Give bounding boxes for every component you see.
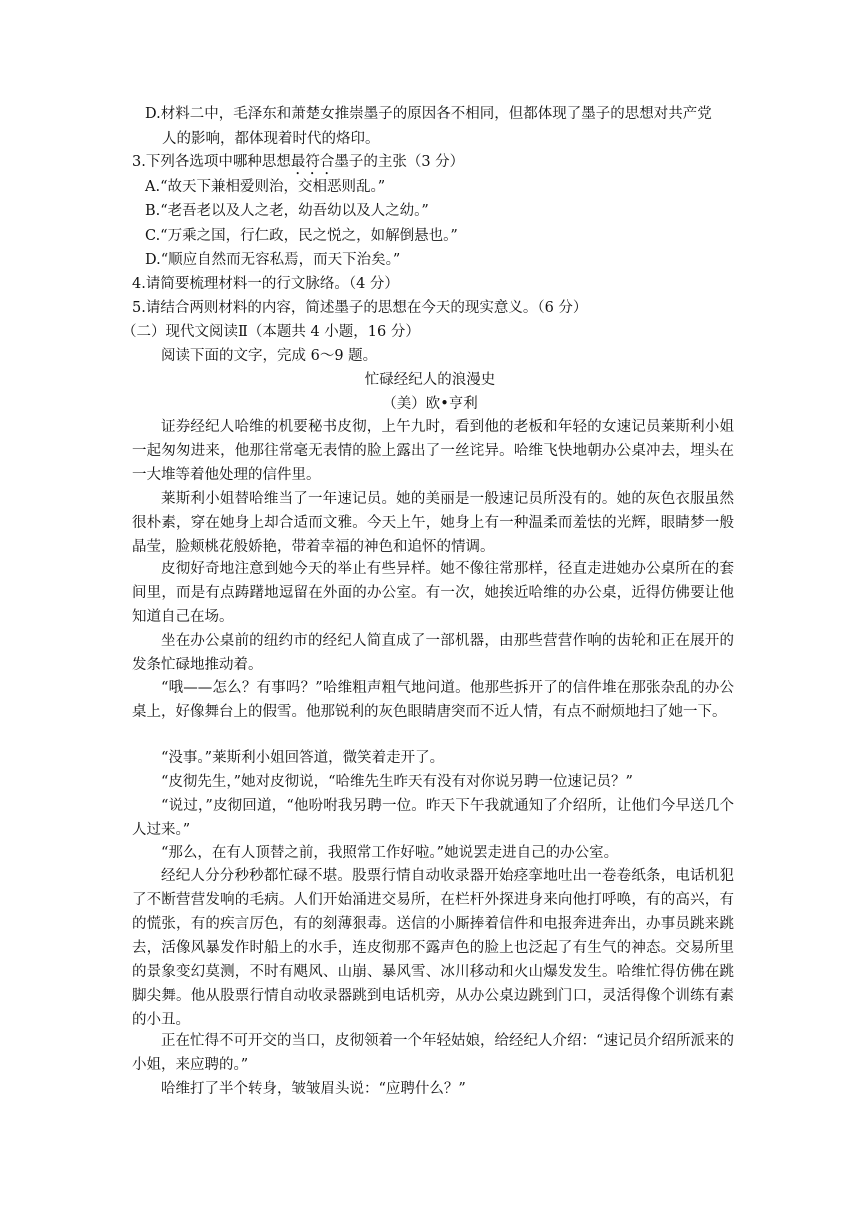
section-heading: （二）现代文阅读Ⅱ（本题共 4 小题，16 分） [122, 324, 420, 340]
story-paragraph-4: 坐在办公桌前的纽约市的经纪人简直成了一部机器，由那些营营作响的齿轮和正在展开的发条忙碌地推动着。 [132, 633, 734, 673]
question-3-option-c: C.“万乘之国，行仁政，民之悦之，如解倒悬也。” [145, 228, 458, 244]
story-paragraph-12: 哈维打了半个转身，皱皱眉头说：“应聘什么？” [161, 1081, 466, 1097]
question-3-option-b: B.“老吾老以及人之老，幼吾幼以及人之幼。” [145, 203, 429, 219]
story-paragraph-5: “哦——怎么？有事吗？”哈维粗声粗气地问道。他那些拆开了的信件堆在那张杂乱的办公桌上，好像舞台上的假雪。他那锐利的灰色眼睛唐突而不近人情，有点不耐烦地扫了她一下。 [132, 680, 734, 720]
story-paragraph-7: “皮彻先生，”她对皮彻说，“哈维先生昨天有没有对你说另聘一位速记员？” [161, 774, 633, 790]
section-instruction: 阅读下面的文字，完成 6～9 题。 [161, 348, 378, 364]
story-paragraph-6: “没事。”莱斯利小姐回答道，微笑着走开了。 [161, 750, 445, 766]
question-3-prefix: 3.下列各选项中哪种思想 [132, 154, 291, 170]
story-paragraph-8: “说过，”皮彻回道，“他吩咐我另聘一位。昨天下午我就通知了介绍所，让他们今早送几个人过来。” [132, 798, 734, 838]
question-5: 5.请结合两则材料的内容，简述墨子的思想在今天的现实意义。（6 分） [132, 300, 588, 316]
story-paragraph-11: 正在忙得不可开交的当口，皮彻领着一个年轻姑娘，给经纪人介绍：“速记员介绍所派来的小姐，来应聘的。” [132, 1033, 734, 1073]
question-3-option-a: A.“故天下兼相爱则治，交相恶则乱。” [145, 179, 386, 195]
story-paragraph-10: 经纪人分分秒秒都忙碌不堪。股票行情自动收录器开始痉挛地吐出一卷卷纸条，电话机犯了不断营营发响的毛病。人们开始涌进交易所，在栏杆外探进身来向他打呼唤，有的高兴，有的慌张，有的疾言厉色，有的刻薄狠毒。送信的小厮捧着信件和电报奔进奔出，办事员跳来跳去，活像风暴发作时船上的水手，连皮彻那不露声色的脸上也泛起了有生气的神态。交易所里的景象变幻莫测，不时有飓风、山崩、暴风雪、冰川移动和火山爆发发生。哈维忙得仿佛在跳脚尖舞。他从股票行情自动收录器跳到电话机旁，从办公桌边跳到门口，灵活得像个训练有素的小丑。 [132, 868, 734, 1028]
story-paragraph-9: “那么，在有人顶替之前，我照常工作好啦。”她说罢走进自己的办公室。 [161, 845, 619, 861]
question-3 [132, 152, 464, 178]
story-paragraph-2: 莱斯利小姐替哈维当了一年速记员。她的美丽是一般速记员所没有的。她的灰色衣服虽然很朴素，穿在她身上却合适而文雅。今天上午，她身上有一种温柔而羞怯的光辉，眼睛梦一般晶莹，脸颊桃花般娇艳，带着幸福的神色和追怀的情调。 [132, 491, 734, 555]
question-4: 4.请简要梳理材料一的行文脉络。（4 分） [132, 276, 399, 292]
story-paragraph-3: 皮彻好奇地注意到她今天的举止有些异样。她不像往常那样，径直走进她办公桌所在的套间里，而是有点踌躇地逗留在外面的办公室。有一次，她挨近哈维的办公桌，近得仿佛要让他知道自己在场。 [132, 561, 734, 625]
story-title: 忙碌经纪人的浪漫史 [364, 372, 496, 388]
q2-option-d-line2: 人的影响，都体现着时代的烙印。 [162, 131, 380, 147]
q2-option-d-line1: D.材料二中，毛泽东和萧楚女推崇墨子的原因各不相同，但都体现了墨子的思想对共产党 [145, 106, 712, 122]
story-paragraph-1: 证券经纪人哈维的机要秘书皮彻，上午九时，看到他的老板和年轻的女速记员莱斯利小姐一起匆匆进来，他那往常毫无表情的脸上露出了一丝诧异。哈维飞快地朝办公桌冲去，埋头在一大堆等着他处理的信件里。 [132, 419, 734, 483]
story-author: （美）欧•亨利 [382, 396, 478, 412]
question-3-emphasis: 最符合 [290, 154, 335, 170]
question-3-option-d: D.“顺应自然而无容私焉，而天下治矣。” [145, 252, 401, 268]
question-3-suffix: 墨子的主张（3 分） [334, 154, 465, 170]
